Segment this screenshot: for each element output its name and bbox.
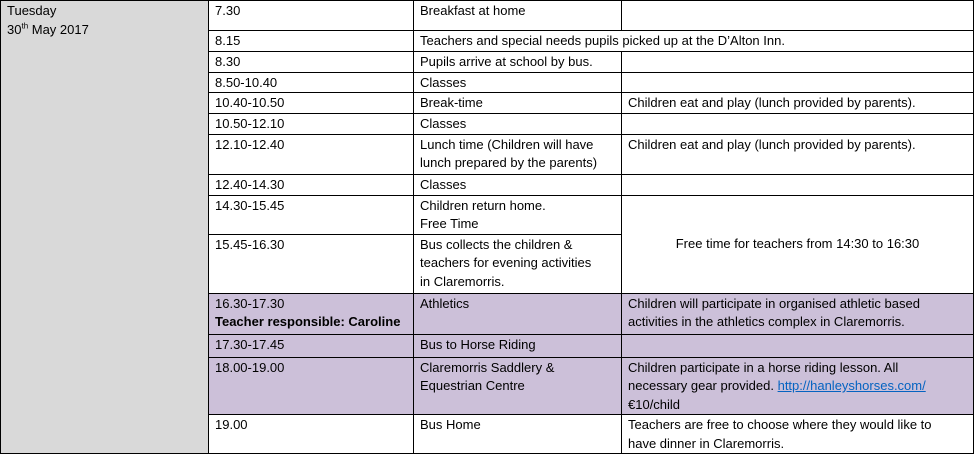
activity-line: lunch prepared by the parents) bbox=[420, 155, 598, 170]
time-value: 16.30-17.30 bbox=[215, 295, 285, 311]
note-line: Children will participate in organised athletic based bbox=[628, 295, 920, 311]
note-line: activities in the athletics complex in Claremorris. bbox=[628, 314, 905, 329]
activity-cell bbox=[414, 357, 622, 415]
activity-cell bbox=[414, 134, 622, 174]
note-cell bbox=[622, 1, 974, 31]
activity-cell: Breakfast at home bbox=[414, 1, 622, 31]
activity-cell: Break-time bbox=[414, 93, 622, 114]
activity-line: Bus collects the children & bbox=[420, 236, 573, 252]
time-cell: 10.40-10.50 bbox=[209, 93, 414, 114]
activity-line: Children return home. bbox=[420, 197, 546, 213]
activity-cell: Athletics bbox=[414, 293, 622, 334]
hanleys-horses-link[interactable]: http://hanleyshorses.com/ bbox=[777, 378, 926, 393]
note-cell bbox=[622, 114, 974, 135]
time-cell: 8.50-10.40 bbox=[209, 72, 414, 93]
time-cell: 10.50-12.10 bbox=[209, 114, 414, 135]
activity-line: Claremorris Saddlery & bbox=[420, 359, 555, 375]
note-line: €10/child bbox=[628, 396, 681, 412]
note-cell bbox=[622, 334, 974, 357]
time-cell: 15.45-16.30 bbox=[209, 234, 414, 293]
activity-line: Lunch time (Children will have bbox=[420, 136, 594, 152]
activity-cell: Teachers and special needs pupils picked up at the D’Alton Inn. bbox=[414, 31, 974, 52]
note-cell bbox=[622, 51, 974, 72]
day-date: 30th May 2017 bbox=[7, 21, 89, 37]
time-cell bbox=[209, 293, 414, 334]
note-cell bbox=[622, 72, 974, 93]
note-cell bbox=[622, 293, 974, 334]
activity-line: in Claremorris. bbox=[420, 273, 505, 289]
time-cell: 18.00-19.00 bbox=[209, 357, 414, 415]
note-cell bbox=[622, 415, 974, 454]
activity-cell: Classes bbox=[414, 72, 622, 93]
activity-cell: Bus to Horse Riding bbox=[414, 334, 622, 357]
activity-cell: Pupils arrive at school by bus. bbox=[414, 51, 622, 72]
activity-cell: Classes bbox=[414, 174, 622, 195]
time-cell: 8.15 bbox=[209, 31, 414, 52]
note-line: have dinner in Claremorris. bbox=[628, 435, 785, 451]
time-cell: 12.10-12.40 bbox=[209, 134, 414, 174]
note-cell: Children eat and play (lunch provided by parents). bbox=[622, 93, 974, 114]
activity-cell: Classes bbox=[414, 114, 622, 135]
time-cell: 12.40-14.30 bbox=[209, 174, 414, 195]
note-cell bbox=[622, 357, 974, 415]
table-row bbox=[1, 1, 974, 31]
note-line: Teachers are free to choose where they would like to bbox=[628, 417, 932, 432]
day-cell bbox=[1, 1, 209, 454]
note-cell: Children eat and play (lunch provided by parents). bbox=[622, 134, 974, 174]
activity-cell bbox=[414, 195, 622, 234]
time-cell: 19.00 bbox=[209, 415, 414, 454]
day-label: Tuesday bbox=[7, 3, 57, 18]
time-cell: 14.30-15.45 bbox=[209, 195, 414, 234]
teacher-responsible: Teacher responsible: Caroline bbox=[215, 314, 401, 329]
free-time-note: Free time for teachers from 14:30 to 16:30 bbox=[622, 195, 974, 293]
note-line: Children participate in a horse riding lesson. All bbox=[628, 359, 899, 375]
activity-line: Equestrian Centre bbox=[420, 378, 525, 393]
time-cell: 17.30-17.45 bbox=[209, 334, 414, 357]
activity-line: teachers for evening activities bbox=[420, 255, 592, 270]
time-cell: 8.30 bbox=[209, 51, 414, 72]
note-line: necessary gear provided. http://hanleyshorses.com/ bbox=[628, 378, 926, 393]
note-cell bbox=[622, 174, 974, 195]
activity-line: Free Time bbox=[420, 216, 479, 231]
time-cell: 7.30 bbox=[209, 1, 414, 31]
activity-cell: Bus Home bbox=[414, 415, 622, 454]
activity-cell bbox=[414, 234, 622, 293]
